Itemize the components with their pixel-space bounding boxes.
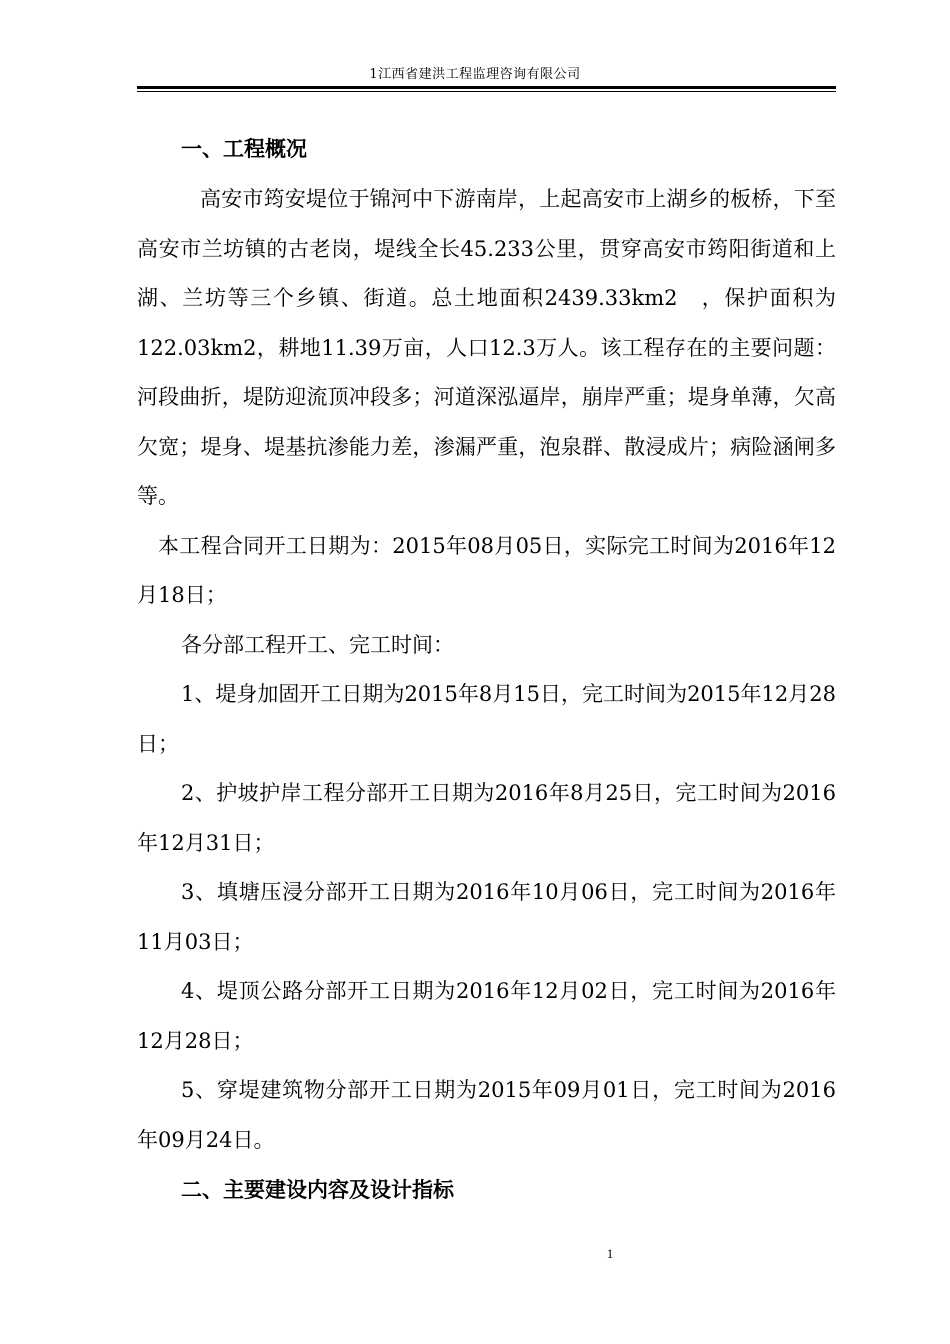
header-rule-thick <box>137 86 836 89</box>
document-body <box>137 124 836 1214</box>
sub-work-item-1: 1、堤身加固开工日期为2015年8月15日，完工时间为2015年12月28日； <box>137 682 836 756</box>
sub-work-item-2: 2、护坡护岸工程分部开工日期为2016年8月25日，完工时间为2016年12月31日； <box>137 781 836 855</box>
page-number: 1 <box>606 1246 614 1261</box>
page-header: 1江西省建洪工程监理咨询有限公司 <box>369 67 581 82</box>
section-1-title: 一、工程概况 <box>181 136 307 161</box>
overview-paragraph: 高安市筠安堤位于锦河中下游南岸，上起高安市上湖乡的板桥，下至高安市兰坊镇的古老岗，堤线全长45.233公里，贯穿高安市筠阳街道和上湖、兰坊等三个乡镇、街道。总土地面积2439.33km2 ，保护面积为122.03km2，耕地11.39万亩，人口12.3万人。该工程存在的主要问题：河段曲折，堤防迎流顶冲段多；河道深泓逼岸，崩岸严重；堤身单薄，欠高欠宽；堤身、堤基抗渗能力差，渗漏严重，泡泉群、散浸成片；病险涵闸多等。 <box>137 187 836 508</box>
sub-work-item-4: 4、堤顶公路分部开工日期为2016年12月02日，完工时间为2016年12月28日； <box>137 979 836 1053</box>
sub-work-item-5: 5、穿堤建筑物分部开工日期为2015年09月01日，完工时间为2016年09月24日。 <box>137 1078 836 1152</box>
sub-work-item-3: 3、填塘压浸分部开工日期为2016年10月06日，完工时间为2016年11月03日； <box>137 880 836 954</box>
contract-dates-paragraph: 本工程合同开工日期为：2015年08月05日，实际完工时间为2016年12月18日； <box>137 533 836 607</box>
header-rule-thin <box>137 91 836 92</box>
sub-works-intro: 各分部工程开工、完工时间： <box>181 632 454 657</box>
section-2-title: 二、主要建设内容及设计指标 <box>181 1177 454 1202</box>
